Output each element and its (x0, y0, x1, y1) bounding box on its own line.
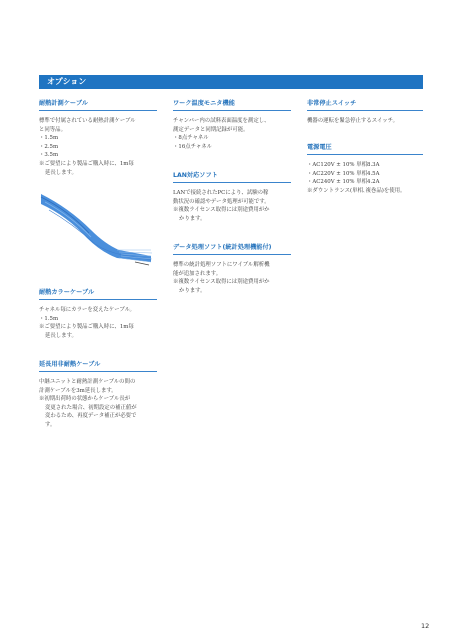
text-line: ※ご要望により製品ご購入時に、1m毎 (39, 160, 134, 167)
text-line: ※初期出荷時の状態からケーブル長が (39, 396, 131, 403)
text-line: 変わるため、再度データ補正が必要で (45, 413, 137, 420)
emergency-text (307, 117, 423, 126)
lan-text (173, 189, 291, 223)
extension-cable-section (39, 359, 157, 430)
text-line: ※ご要望により製品ご購入時に、1m毎 (39, 324, 134, 331)
text-line: ・2.5m (39, 143, 59, 150)
section-banner: オプション (39, 75, 423, 89)
lan-section (173, 170, 291, 223)
text-line: かります。 (179, 215, 206, 222)
text-line: ・1.5m (39, 135, 59, 142)
extension-cable-text (39, 378, 157, 430)
text-line: ※複数ライセンス取得には別途費用がか (173, 279, 270, 286)
text-line: 延長します。 (45, 332, 77, 339)
text-line: ・AC220V ± 10% 単相4.5A (307, 170, 380, 177)
monitor-text (173, 117, 291, 151)
voltage-section (307, 142, 423, 195)
text-line: 測定データと同期記録が可能。 (173, 126, 249, 133)
lan-heading: LAN対応ソフト (173, 170, 291, 183)
color-cable-text (39, 306, 157, 340)
color-cable-heading: 耐熱カラーケーブル (39, 287, 157, 300)
text-line: す。 (45, 421, 56, 428)
text-line: ・3.5m (39, 152, 59, 159)
monitor-section (173, 98, 291, 151)
text-line: 標準の統計処理ソフトにワイブル解析機 (173, 262, 270, 268)
text-line: かります。 (179, 287, 206, 294)
text-line: チャネル毎にカラーを変えたケーブル。 (39, 307, 135, 313)
heat-cable-heading: 耐熱計測ケーブル (39, 98, 157, 111)
text-line: ※複数ライセンス取得には別途費用がか (173, 207, 270, 214)
text-line: ・AC240V ± 10% 単相4.2A (307, 179, 380, 186)
text-line: 標準で付属されている耐熱計測ケーブル (39, 118, 136, 124)
text-line: ・16点チャネル (173, 143, 213, 150)
extension-cable-heading: 延長用非耐熱ケーブル (39, 359, 157, 372)
heat-cable-section (39, 98, 157, 177)
page-number: 12 (421, 622, 430, 630)
text-line: ・1.5m (39, 315, 59, 322)
text-line: LANで接続されたPCにより、試験の稼 (173, 190, 269, 196)
text-line: ・8点チャネル (173, 135, 209, 142)
emergency-section (307, 98, 423, 126)
emergency-heading: 非常停止スイッチ (307, 98, 423, 111)
text-line: ※ダウントランス(単相､複巻品)を使用。 (307, 187, 406, 194)
text-line: 計測ケーブルを3m延長します。 (39, 387, 117, 394)
text-line: 動状況の確認やデータ処理が可能です。 (173, 198, 270, 205)
text-line: 能が追加されます。 (173, 270, 222, 277)
heat-cable-text (39, 117, 157, 177)
voltage-text (307, 161, 423, 195)
text-line: 機器の運転を緊急停止するスイッチ。 (307, 118, 399, 124)
text-line: 延長します。 (45, 169, 77, 176)
data-software-section (173, 242, 291, 295)
text-line: と同等品。 (39, 126, 66, 133)
voltage-heading: 電源電圧 (307, 142, 423, 155)
data-software-heading: データ処理ソフト(統計処理機能付) (173, 242, 291, 255)
data-software-text (173, 261, 291, 295)
text-line: 変更された場合、初期設定の補正値が (45, 404, 137, 411)
text-line: ・AC120V ± 10% 単相8.3A (307, 162, 380, 168)
text-line: チャンバー内の試料表面温度を測定し、 (173, 118, 270, 124)
color-cable-section (39, 287, 157, 340)
text-line: 中継ユニットと耐熱計測ケーブルの間の (39, 379, 136, 385)
cable-photo (39, 190, 154, 266)
monitor-heading: ワーク温度モニタ機能 (173, 98, 291, 111)
